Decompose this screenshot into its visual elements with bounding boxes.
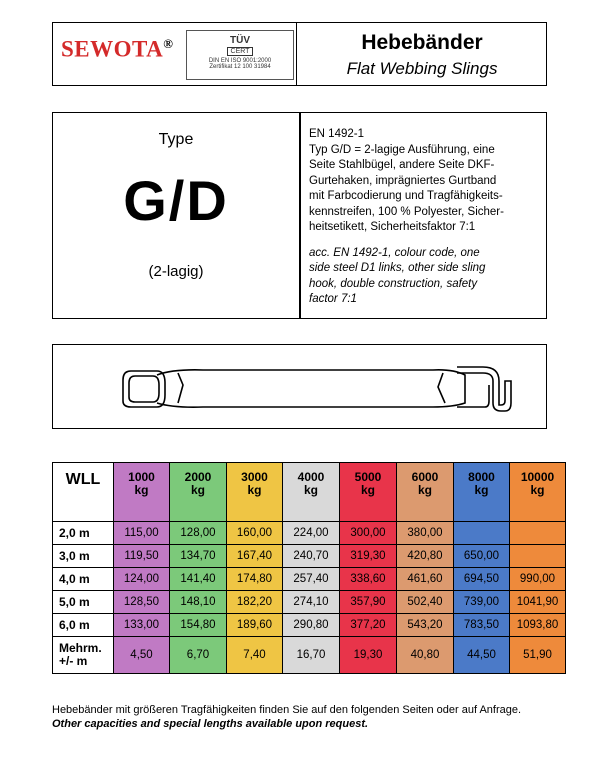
capacity-unit: kg <box>134 483 149 497</box>
capacity-header <box>170 463 227 522</box>
price-cell: 16,70 <box>283 637 340 674</box>
price-cell <box>454 522 510 545</box>
price-cell: 4,50 <box>114 637 170 674</box>
footer-note-de: Hebebänder mit größeren Tragfähigkeiten finden Sie auf den folgenden Seiten oder auf Anfrage. <box>52 704 522 716</box>
capacity-header <box>397 463 454 522</box>
price-cell: 119,50 <box>114 545 170 568</box>
webbing-band <box>157 370 465 407</box>
desc-de-line: Gurtehaken, imprägniertes Gurtband <box>309 174 497 187</box>
price-cell: 128,00 <box>170 522 227 545</box>
capacity-unit: kg <box>530 483 545 497</box>
price-cell: 224,00 <box>283 522 340 545</box>
price-cell <box>510 522 566 545</box>
capacity-header <box>283 463 340 522</box>
price-cell: 7,40 <box>227 637 283 674</box>
cert-line2: CERT <box>227 47 254 56</box>
capacity-value: 3000 <box>241 470 268 484</box>
capacity-unit: kg <box>417 483 432 497</box>
length-label: 6,0 m <box>53 614 114 637</box>
price-cell: 650,00 <box>454 545 510 568</box>
sling-drawing <box>53 345 546 428</box>
capacity-unit: kg <box>303 483 318 497</box>
capacity-header <box>340 463 397 522</box>
capacity-header <box>114 463 170 522</box>
brand-cell <box>53 23 297 85</box>
price-cell: 154,80 <box>170 614 227 637</box>
tuv-cert-seal <box>186 30 294 80</box>
brand-name: SEWOTA <box>61 36 164 62</box>
footer-note-en: Other capacities and special lengths available upon request. <box>52 718 369 730</box>
price-cell: 19,30 <box>340 637 397 674</box>
cert-line3: DIN EN ISO 9001:2000 <box>208 58 272 64</box>
page-title: Hebebänder <box>361 31 483 54</box>
price-cell: 338,60 <box>340 568 397 591</box>
type-label: Type <box>158 131 194 148</box>
cert-line1: TÜV <box>230 35 250 46</box>
desc-de-line: EN 1492-1 <box>309 128 364 140</box>
desc-en-line: side steel D1 links, other side sling <box>309 262 486 274</box>
capacity-header <box>227 463 283 522</box>
price-cell: 133,00 <box>114 614 170 637</box>
price-cell: 141,40 <box>170 568 227 591</box>
table-row <box>53 568 566 591</box>
price-cell: 44,50 <box>454 637 510 674</box>
price-cell: 40,80 <box>397 637 454 674</box>
capacity-value: 1000 <box>128 470 155 484</box>
price-cell: 124,00 <box>114 568 170 591</box>
type-ply: (2-lagig) <box>148 263 204 280</box>
description-en <box>309 246 541 308</box>
capacity-unit: kg <box>474 483 489 497</box>
price-cell: 990,00 <box>510 568 566 591</box>
price-cell: 6,70 <box>170 637 227 674</box>
footer-note <box>52 704 562 731</box>
capacity-unit: kg <box>247 483 262 497</box>
table-row <box>53 591 566 614</box>
price-cell: 160,00 <box>227 522 283 545</box>
table-row <box>53 522 566 545</box>
capacity-value: 2000 <box>184 470 212 484</box>
length-label: 2,0 m <box>53 522 114 545</box>
desc-de-line: Seite Stahlbügel, andere Seite DKF- <box>309 159 495 171</box>
price-cell: 739,00 <box>454 591 510 614</box>
wll-table <box>52 462 566 674</box>
capacity-header <box>510 463 566 522</box>
price-cell: 167,40 <box>227 545 283 568</box>
price-cell: 51,90 <box>510 637 566 674</box>
capacity-value: 8000 <box>468 470 495 484</box>
capacity-unit: kg <box>360 483 375 497</box>
table-row <box>53 614 566 637</box>
price-cell: 148,10 <box>170 591 227 614</box>
price-cell: 115,00 <box>114 522 170 545</box>
description-de <box>309 127 541 236</box>
price-cell: 1041,90 <box>510 591 566 614</box>
table-row <box>53 637 566 674</box>
header <box>52 22 547 86</box>
desc-en-line: factor 7:1 <box>309 293 357 305</box>
type-description <box>309 127 541 308</box>
length-label: 3,0 m <box>53 545 114 568</box>
length-label: 5,0 m <box>53 591 114 614</box>
price-cell: 274,10 <box>283 591 340 614</box>
price-cell: 319,30 <box>340 545 397 568</box>
price-cell: 257,40 <box>283 568 340 591</box>
table-header-row <box>53 463 566 522</box>
price-cell: 377,20 <box>340 614 397 637</box>
price-cell: 182,20 <box>227 591 283 614</box>
price-cell: 357,90 <box>340 591 397 614</box>
type-section <box>52 112 547 319</box>
brand-logo <box>61 36 174 63</box>
cert-line4: Zertifikat 12 100 31984 <box>209 64 271 70</box>
capacity-unit: kg <box>190 483 205 497</box>
price-cell: 128,50 <box>114 591 170 614</box>
price-cell: 300,00 <box>340 522 397 545</box>
capacity-value: 10000 <box>520 470 555 484</box>
price-cell: 1093,80 <box>510 614 566 637</box>
price-cell: 420,80 <box>397 545 454 568</box>
price-cell: 461,60 <box>397 568 454 591</box>
price-cell: 783,50 <box>454 614 510 637</box>
desc-en-line: hook, double construction, safety <box>309 277 478 290</box>
capacity-value: 4000 <box>297 470 325 484</box>
desc-de-line: mit Farbcodierung und Tragfähigkeits- <box>309 190 503 202</box>
price-cell: 134,70 <box>170 545 227 568</box>
price-cell: 543,20 <box>397 614 454 637</box>
price-cell: 694,50 <box>454 568 510 591</box>
desc-de-line: Typ G/D = 2-lagige Ausführung, eine <box>309 143 495 156</box>
table-row <box>53 545 566 568</box>
registered-mark: ® <box>163 36 174 51</box>
price-cell: 240,70 <box>283 545 340 568</box>
price-cell: 174,80 <box>227 568 283 591</box>
price-cell: 502,40 <box>397 591 454 614</box>
desc-de-line: kennstreifen, 100 % Polyester, Sicher- <box>309 205 504 218</box>
extra-length-label: Mehrm. +/- m <box>53 637 114 674</box>
length-label: 4,0 m <box>53 568 114 591</box>
type-divider <box>299 113 301 318</box>
capacity-header <box>454 463 510 522</box>
capacity-value: 6000 <box>411 470 439 484</box>
price-cell: 380,00 <box>397 522 454 545</box>
desc-en-line: acc. EN 1492-1, colour code, one <box>309 246 480 259</box>
capacity-value: 5000 <box>354 470 382 484</box>
sling-illustration-box <box>52 344 547 429</box>
price-cell: 189,60 <box>227 614 283 637</box>
wll-header: WLL <box>53 463 114 522</box>
price-cell: 290,80 <box>283 614 340 637</box>
type-code: G/D <box>123 169 229 232</box>
page-subtitle: Flat Webbing Slings <box>346 59 498 78</box>
desc-de-line: heitsetikett, Sicherheitsfaktor 7:1 <box>309 221 476 233</box>
price-cell <box>510 545 566 568</box>
